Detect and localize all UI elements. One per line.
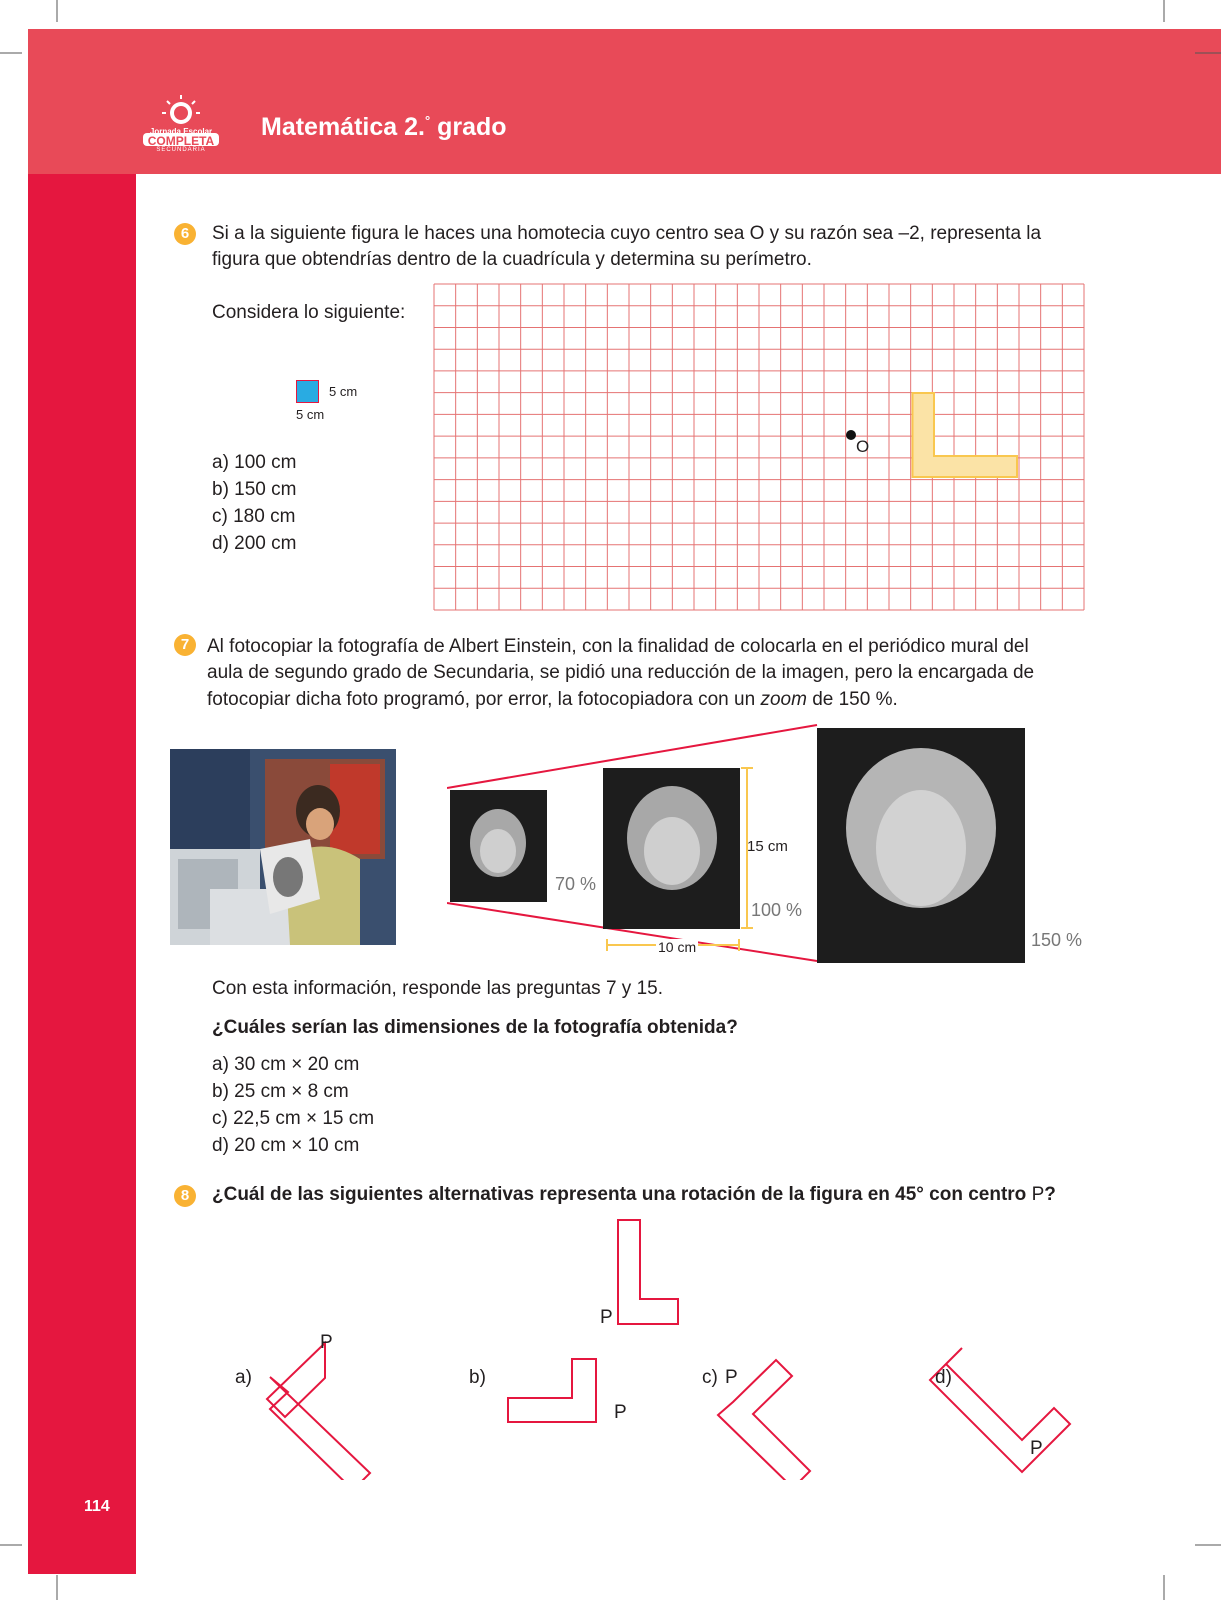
- q7-text-line1: Al fotocopiar la fotografía de Albert Einstein, con la finalidad de colocarla en el periódico mural del: [207, 636, 1029, 657]
- q6-option-a: a) 100 cm: [212, 452, 297, 473]
- figure-c-p-label: P: [725, 1367, 738, 1388]
- q6-text-line1: Si a la siguiente figura le haces una homotecia cuyo centro sea O y su razón sea –2, representa la: [212, 223, 1042, 244]
- unit-side-label: 5 cm: [329, 384, 358, 399]
- q7-option-c: c) 22,5 cm × 15 cm: [212, 1108, 375, 1129]
- width-label-10cm: 10 cm: [658, 939, 697, 955]
- q8-option-d: d): [935, 1367, 952, 1388]
- question-number-7: 7: [174, 634, 196, 656]
- question-number-8: 8: [174, 1185, 196, 1207]
- logo-text-main: COMPLETA: [147, 134, 215, 148]
- q8-option-c: c): [702, 1367, 718, 1388]
- unit-square: [296, 380, 319, 403]
- question-number-6: 6: [174, 223, 196, 245]
- figure-b-p-label: P: [614, 1402, 627, 1423]
- q7-option-a: a) 30 cm × 20 cm: [212, 1054, 360, 1075]
- einstein-scale-diagram: [447, 723, 1037, 963]
- label-70-percent: 70 %: [555, 874, 597, 894]
- figure-a-p-label: P: [320, 1332, 333, 1353]
- l-shape-figure: [913, 393, 1018, 477]
- q8-question: ¿Cuál de las siguientes alternativas representa una rotación de la figura en 45° con centro P?: [212, 1184, 1056, 1205]
- q7-instruction: Con esta información, responde las preguntas 7 y 15.: [212, 978, 663, 999]
- q7-option-b: b) 25 cm × 8 cm: [212, 1081, 349, 1102]
- q7-question: ¿Cuáles serían las dimensiones de la fotografía obtenida?: [212, 1017, 738, 1038]
- q6-option-d: d) 200 cm: [212, 533, 297, 554]
- q6-consider: Considera lo siguiente:: [212, 302, 406, 323]
- original-p-label: P: [600, 1307, 613, 1328]
- label-150-percent: 150 %: [1031, 930, 1083, 950]
- q6-option-c: c) 180 cm: [212, 506, 296, 527]
- q7-text-line2: aula de segundo grado de Secundaria, se pidió una reducción de la imagen, pero la encargada de: [207, 662, 1035, 683]
- q6-grid: [433, 283, 1085, 611]
- figure-a-arm: [267, 1343, 325, 1417]
- center-point-o: [846, 430, 856, 440]
- logo-text-bottom: SECUNDARIA: [156, 147, 206, 153]
- q8-figures: [140, 1210, 1100, 1480]
- q7-text-line3: fotocopiar dicha foto programó, por error, la fotocopiadora con un zoom de 150 %.: [207, 689, 898, 710]
- label-100-percent: 100 %: [751, 900, 803, 920]
- figure-d-p-label: P: [1030, 1438, 1043, 1459]
- q6-option-b: b) 150 cm: [212, 479, 297, 500]
- height-label-15cm: 15 cm: [747, 838, 788, 855]
- photocopier-photo: [170, 749, 396, 945]
- center-label-o: O: [856, 437, 870, 456]
- figure-b: [508, 1359, 596, 1422]
- unit-bottom-label: 5 cm: [296, 407, 325, 422]
- original-l-figure: [618, 1220, 678, 1324]
- q7-option-d: d) 20 cm × 10 cm: [212, 1135, 360, 1156]
- page-number: 114: [84, 1498, 110, 1515]
- q8-option-a: a): [235, 1367, 252, 1388]
- logo-text-top: Jornada Escolar: [149, 127, 213, 136]
- q6-text-line2: figura que obtendrías dentro de la cuadrícula y determina su perímetro.: [212, 249, 812, 270]
- q8-option-b: b): [469, 1367, 486, 1388]
- page-title: Matemática 2.° grado: [261, 113, 507, 141]
